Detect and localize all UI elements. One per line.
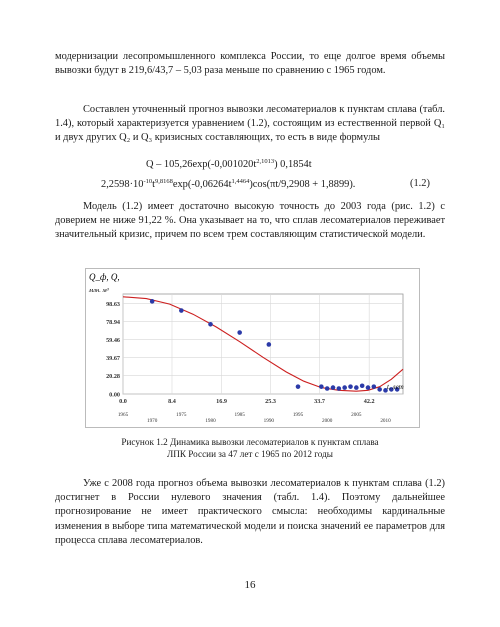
data-point: [179, 308, 184, 313]
data-point: [331, 385, 336, 390]
year-tick-label: 1995: [292, 412, 304, 418]
year-tick-label: 1975: [176, 412, 187, 418]
data-point: [267, 342, 272, 347]
formula-exponent: 2,1013: [256, 158, 275, 165]
t-tick-label: 42.2: [363, 398, 375, 405]
paragraph-forecast: Составлен уточненный прогноз вывозки лесоматериалов к пунктам сплава (табл. 1.4), который характеризуется уравнением (1.2), состоящим из естественной первой Q₁ и двух других Q₂ и Q₃ кризисных составляющих, то есть в виде формулы: [55, 104, 445, 144]
data-point: [319, 384, 324, 389]
year-tick-label: 1990: [263, 418, 275, 424]
t-tick-label: 0.0: [119, 398, 127, 405]
year-tick-label: 2005: [351, 412, 362, 418]
y-tick-label: 59.46: [106, 336, 120, 344]
paragraph-intro: модернизации лесопромышленного комплекса России, то еще долгое время объемы вывозки будут в 219,6/43,7 – 5,03 раза меньше по сравнению с 1965 годом.: [55, 51, 445, 77]
year-tick-label: 2010: [380, 418, 391, 424]
page-number: 16: [244, 579, 256, 591]
equation-number: (1.2): [410, 178, 430, 189]
year-tick-label: 1970: [146, 418, 158, 424]
year-tick-label: 1965: [117, 412, 129, 418]
caption-line-1: Рисунок 1.2 Динамика вывозки лесоматериалов к пунктам сплава: [121, 437, 379, 447]
formula-part: exp(-0,06264t: [172, 179, 232, 190]
formula-exponent: -10: [143, 178, 153, 185]
data-point: [342, 385, 347, 390]
y-tick-label: 78.94: [106, 319, 120, 327]
caption-line-2: ЛПК России за 47 лет с 1965 по 2012 годы: [167, 449, 333, 459]
data-point: [337, 386, 342, 391]
year-tick-label: 2000: [321, 418, 333, 424]
figure-caption: [55, 436, 445, 460]
y-axis-label: Q_ф, Q,: [89, 272, 120, 282]
year-tick-label: 1985: [234, 412, 245, 418]
data-point: [150, 299, 155, 304]
data-point: [208, 322, 213, 327]
data-point: [372, 384, 377, 389]
formula-part: ) 0,1854t: [274, 159, 312, 170]
formula-line-1: [146, 158, 312, 170]
plot-area: [123, 294, 403, 394]
t-tick-label: 33.7: [314, 398, 325, 405]
y-axis-unit: млн. м³: [89, 287, 109, 294]
formula-part: Q – 105,26exp(-0,001020t: [146, 159, 257, 170]
chart-grid: [123, 294, 403, 394]
formula-part: t: [152, 179, 155, 190]
year-tick-label: 1980: [205, 418, 216, 424]
forecast-chart: [85, 268, 420, 428]
y-tick-label: 39.67: [106, 355, 120, 363]
data-point: [348, 384, 353, 389]
data-point: [354, 385, 359, 390]
y-tick-label: 0.00: [109, 391, 120, 399]
t-tick-label: 25.3: [265, 398, 276, 405]
data-point: [360, 383, 365, 388]
data-point: [377, 387, 382, 392]
t-tick-label: 16.9: [216, 398, 227, 405]
data-point: [237, 330, 242, 335]
y-tick-label: 98.63: [106, 301, 120, 309]
formula-part: 2,2598·10: [101, 179, 144, 190]
y-tick-label: 20.28: [106, 372, 120, 380]
formula-line-2: [101, 178, 355, 190]
formula-exponent: 1,4464: [231, 178, 250, 185]
paragraph-model-accuracy: Модель (1.2) имеет достаточно высокую точность до 2003 года (рис. 1.2) с доверием не ниже 91,22 %. Она указывает на то, что сплав лесоматериалов переживает значительный кризис, причем по всем трем составляющим статистической модели.: [55, 201, 445, 241]
x-axis-unit: t, лет: [387, 383, 404, 391]
formula-exponent: 9,8168: [155, 178, 173, 185]
data-point: [296, 384, 301, 389]
data-point: [366, 385, 371, 390]
formula-part: )cos(πt/9,2908 + 1,8899).: [249, 179, 356, 190]
data-point: [325, 386, 330, 391]
paragraph-conclusion: Уже с 2008 года прогноз объема вывозки лесоматериалов к пунктам сплава (1.2) достигнет в России нулевого значения (табл. 1.4). Поэтому дальнейшее прогнозирование не имеет практического смысла: необходимы кардинальные изменения в выборе типа математической модели и поиска значений ее параметров для процесса сплава лесоматериалов.: [55, 478, 445, 546]
t-tick-label: 8.4: [168, 398, 176, 405]
